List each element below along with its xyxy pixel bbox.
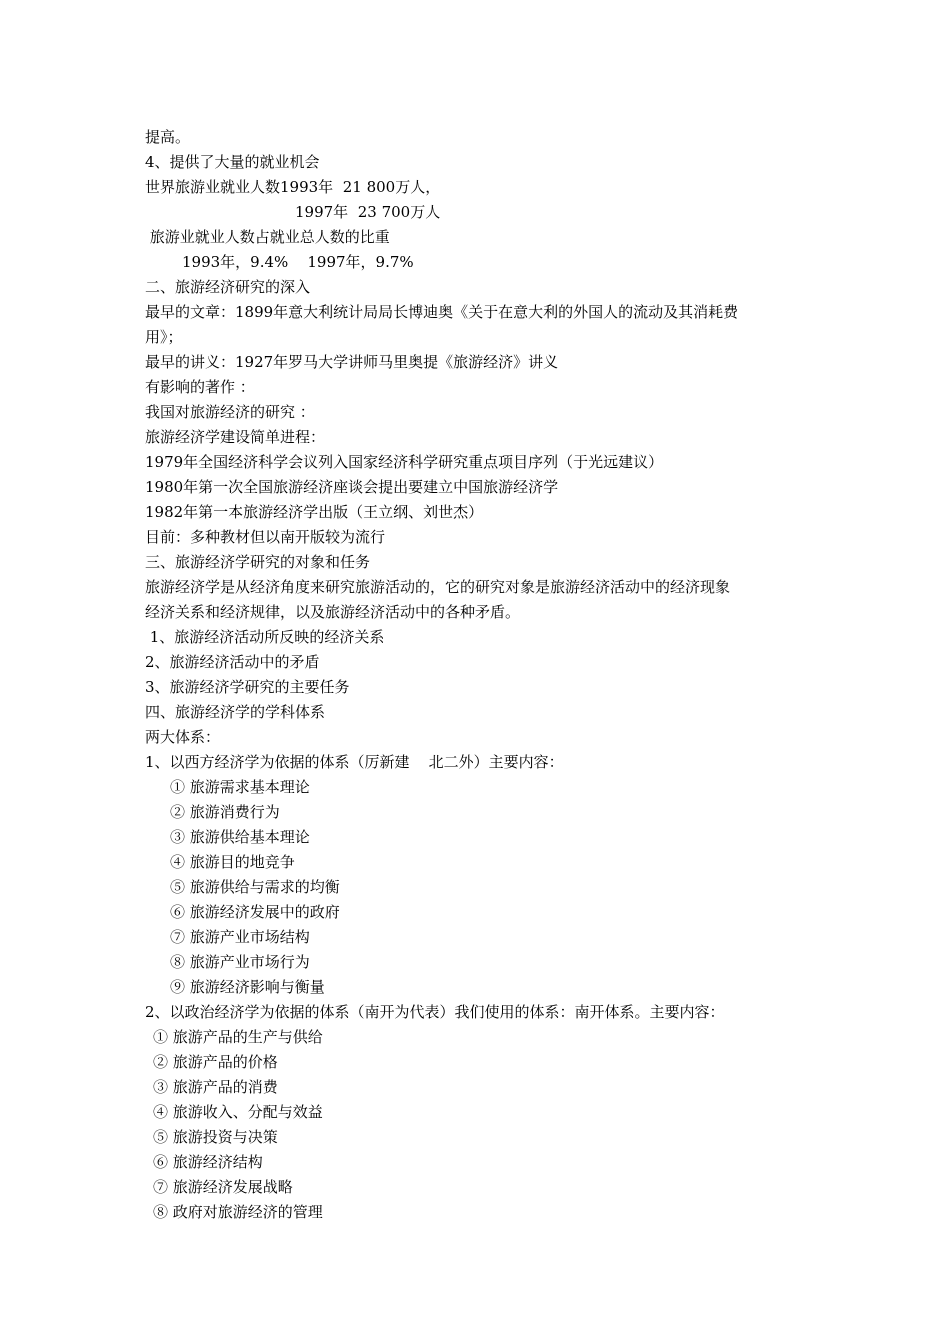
text-line: 旅游经济学建设简单进程： xyxy=(145,428,326,446)
text-line: ④ 旅游收入、分配与效益 xyxy=(153,1103,323,1121)
text-line: 4、提供了大量的就业机会 xyxy=(145,153,320,171)
text-line: 四、旅游经济学的学科体系 xyxy=(145,703,326,721)
text-line: 二、旅游经济研究的深入 xyxy=(145,278,311,296)
text-line: 目前：多种教材但以南开版较为流行 xyxy=(145,528,386,546)
text-line: ⑦ 旅游产业市场结构 xyxy=(170,928,310,946)
text-line: ① 旅游产品的生产与供给 xyxy=(153,1028,323,1046)
text-line: ⑧ 政府对旅游经济的管理 xyxy=(153,1203,323,1221)
text-line: ③ 旅游产品的消费 xyxy=(153,1078,278,1096)
text-line: 提高。 xyxy=(145,128,191,146)
text-line: 用》； xyxy=(145,328,183,346)
text-line: ① 旅游需求基本理论 xyxy=(170,778,310,796)
text-line: 1979年全国经济科学会议列入国家经济科学研究重点项目序列（于光远建议） xyxy=(145,453,664,471)
text-line: 三、旅游经济学研究的对象和任务 xyxy=(145,553,371,571)
text-line: 最早的文章：1899年意大利统计局局长博迪奥《关于在意大利的外国人的流动及其消耗费 xyxy=(145,303,739,321)
text-line: 有影响的著作 ： xyxy=(145,378,255,396)
text-line: 1993年，9.4% 1997年，9.7% xyxy=(182,253,414,271)
text-line: 两大体系： xyxy=(145,728,221,746)
text-line: ⑥ 旅游经济结构 xyxy=(153,1153,263,1171)
text-line: 经济关系和经济规律，以及旅游经济活动中的各种矛盾。 xyxy=(145,603,521,621)
text-line: 1、旅游经济活动所反映的经济关系 xyxy=(145,628,385,646)
text-line: 1982年第一本旅游经济学出版（王立纲、刘世杰） xyxy=(145,503,484,521)
text-line: 最早的讲义：1927年罗马大学讲师马里奥提《旅游经济》讲义 xyxy=(145,353,559,371)
text-line: ⑤ 旅游供给与需求的均衡 xyxy=(170,878,340,896)
text-line: ④ 旅游目的地竞争 xyxy=(170,853,295,871)
document-body xyxy=(145,125,825,1225)
text-line: 旅游经济学是从经济角度来研究旅游活动的，它的研究对象是旅游经济活动中的经济现象 xyxy=(145,578,731,596)
text-line: ⑨ 旅游经济影响与衡量 xyxy=(170,978,325,996)
text-line: ② 旅游消费行为 xyxy=(170,803,280,821)
text-line: 旅游业就业人数占就业总人数的比重 xyxy=(145,228,390,246)
text-line: 3、旅游经济学研究的主要任务 xyxy=(145,678,350,696)
text-line: 世界旅游业就业人数1993年 21 800万人， xyxy=(145,178,441,196)
text-line: ⑤ 旅游投资与决策 xyxy=(153,1128,278,1146)
text-line: ⑧ 旅游产业市场行为 xyxy=(170,953,310,971)
text-line: 1980年第一次全国旅游经济座谈会提出要建立中国旅游经济学 xyxy=(145,478,559,496)
text-line: ③ 旅游供给基本理论 xyxy=(170,828,310,846)
text-line: ⑥ 旅游经济发展中的政府 xyxy=(170,903,340,921)
text-line: 1、以西方经济学为依据的体系（厉新建 北二外）主要内容： xyxy=(145,753,564,771)
text-line: 2、旅游经济活动中的矛盾 xyxy=(145,653,320,671)
text-line: 我国对旅游经济的研究 ： xyxy=(145,403,315,421)
text-line: ② 旅游产品的价格 xyxy=(153,1053,278,1071)
text-line: 2、以政治经济学为依据的体系（南开为代表）我们使用的体系：南开体系。主要内容： xyxy=(145,1003,725,1021)
text-line: ⑦ 旅游经济发展战略 xyxy=(153,1178,293,1196)
text-line: 1997年 23 700万人 xyxy=(295,203,441,221)
